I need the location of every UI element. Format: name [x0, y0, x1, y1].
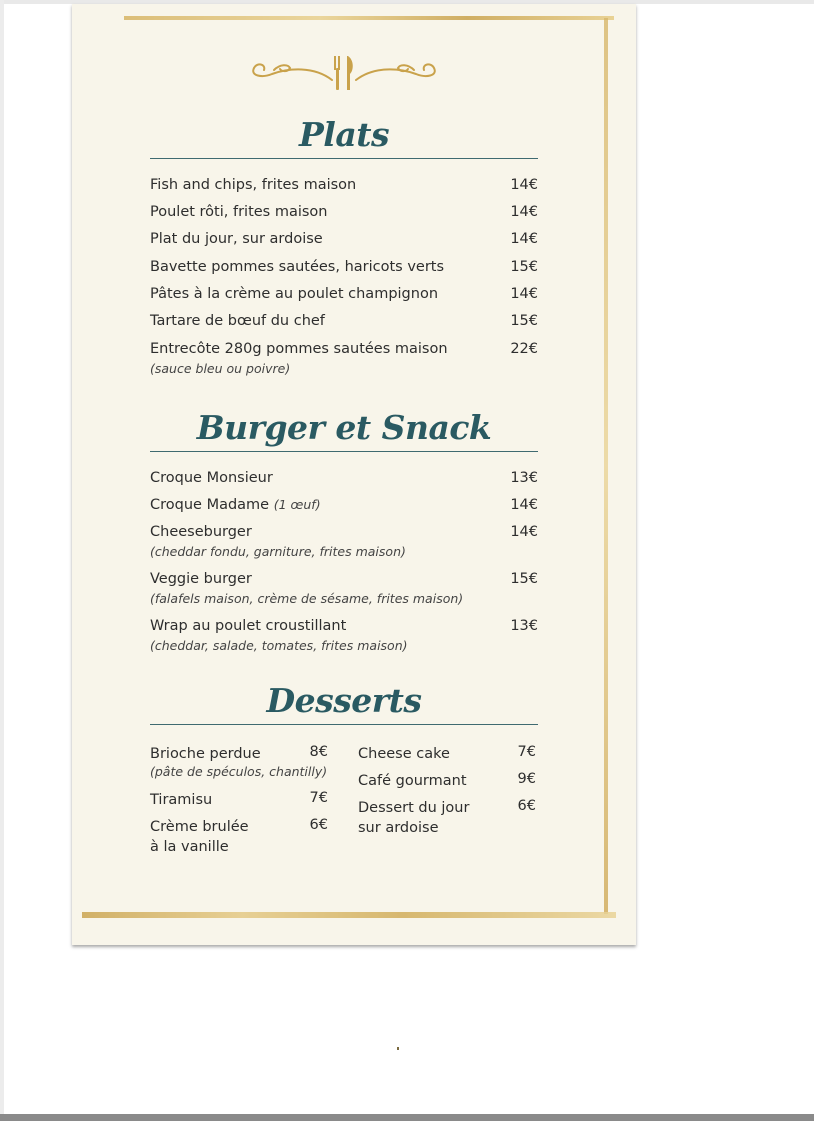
item-price: 8€ [309, 744, 328, 760]
scan-edge-left [0, 0, 4, 1121]
item-name: Fish and chips, frites maison [150, 177, 357, 193]
item-name: Café gourmant [358, 773, 467, 789]
item-price: 14€ [510, 231, 538, 247]
dessert-item [358, 798, 536, 838]
menu-item [150, 497, 538, 517]
gold-frame-top [124, 16, 614, 20]
item-name: Poulet rôti, frites maison [150, 204, 328, 220]
item-name-line2: à la vanille [150, 839, 229, 855]
item-price: 9€ [517, 771, 536, 787]
menu-item [150, 618, 538, 658]
item-name-line2: sur ardoise [358, 820, 439, 836]
gold-frame-bottom [82, 912, 616, 918]
item-price: 14€ [510, 204, 538, 220]
item-name: Crème brulée [150, 819, 249, 835]
item-name: Cheeseburger [150, 524, 252, 540]
menu-item [150, 286, 538, 306]
item-price: 7€ [309, 790, 328, 806]
gold-frame-right [604, 18, 608, 914]
menu-item [150, 177, 538, 197]
section-title-plats: Plats [298, 115, 390, 154]
section-title-burger: Burger et Snack [196, 408, 492, 447]
item-price: 22€ [510, 341, 538, 357]
menu-item [150, 470, 538, 490]
item-price: 6€ [309, 817, 328, 833]
item-description: (pâte de spéculos, chantilly) [150, 764, 328, 779]
item-name: Dessert du jour [358, 800, 470, 816]
item-price: 6€ [517, 798, 536, 814]
menu-item [150, 259, 538, 279]
item-price: 14€ [510, 286, 538, 302]
scan-edge-bottom [0, 1114, 814, 1121]
item-price: 15€ [510, 571, 538, 587]
item-price: 15€ [510, 313, 538, 329]
item-description: (falafels maison, crème de sésame, frites maison) [150, 591, 464, 606]
section-rule-desserts [150, 724, 538, 725]
item-price: 13€ [510, 470, 538, 486]
menu-item [150, 313, 538, 333]
menu-item [150, 571, 538, 611]
scan-speck [397, 1047, 399, 1050]
dessert-item [150, 790, 328, 810]
menu-item [150, 524, 538, 564]
dessert-item [150, 744, 328, 784]
item-name: Bavette pommes sautées, haricots verts [150, 259, 445, 275]
item-price: 14€ [510, 497, 538, 513]
item-note: (1 œuf) [273, 497, 321, 512]
item-description: (sauce bleu ou poivre) [150, 361, 291, 376]
item-description: (cheddar, salade, tomates, frites maison) [150, 638, 408, 653]
cutlery-flourish-icon [244, 50, 444, 96]
item-name: Tartare de bœuf du chef [150, 313, 325, 329]
item-name: Croque Monsieur [150, 470, 273, 486]
item-name: Veggie burger [150, 571, 252, 587]
item-name: Pâtes à la crème au poulet champignon [150, 286, 439, 302]
dessert-item [150, 817, 328, 857]
section-title-desserts: Desserts [266, 681, 422, 720]
section-rule-burger [150, 451, 538, 452]
item-description: (cheddar fondu, garniture, frites maison) [150, 544, 406, 559]
dessert-item [358, 771, 536, 791]
menu-item [150, 204, 538, 224]
item-name: Wrap au poulet croustillant [150, 618, 347, 634]
item-price: 13€ [510, 618, 538, 634]
item-price: 15€ [510, 259, 538, 275]
item-price: 14€ [510, 524, 538, 540]
item-name: Brioche perdue [150, 746, 261, 762]
item-name [150, 497, 321, 513]
item-name: Tiramisu [150, 792, 213, 808]
dessert-item [358, 744, 536, 764]
item-price: 7€ [517, 744, 536, 760]
item-name: Entrecôte 280g pommes sautées maison [150, 341, 448, 357]
item-name-text: Croque Madame [150, 497, 270, 513]
menu-item [150, 341, 538, 381]
menu-card [72, 4, 636, 945]
menu-item [150, 231, 538, 251]
item-price: 14€ [510, 177, 538, 193]
section-rule-plats [150, 158, 538, 159]
item-name: Cheese cake [358, 746, 450, 762]
item-name: Plat du jour, sur ardoise [150, 231, 323, 247]
